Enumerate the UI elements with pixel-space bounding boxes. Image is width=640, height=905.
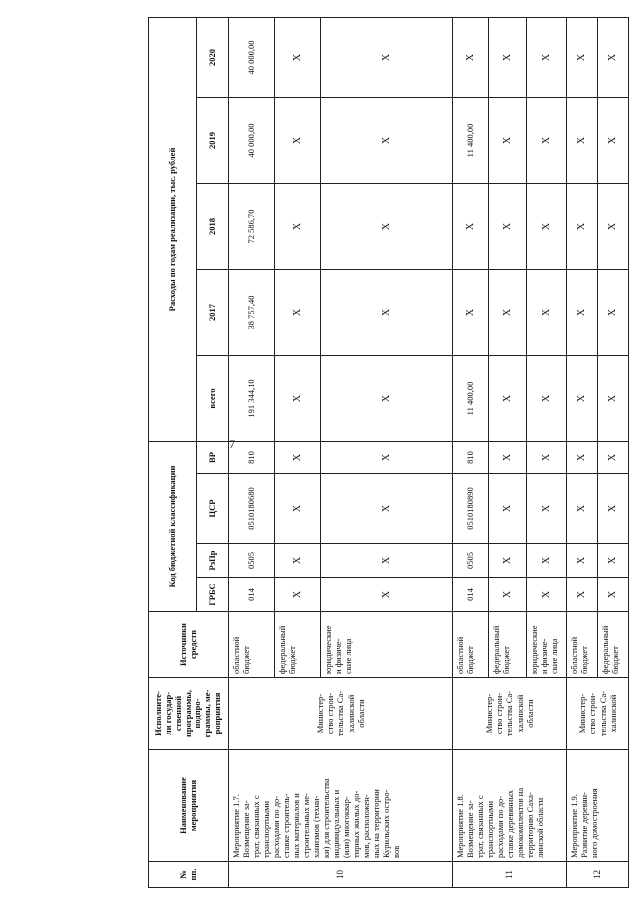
header-total: всего [197, 356, 229, 442]
total-cell: X [321, 356, 453, 442]
csr-cell: 0510180680 [229, 474, 275, 544]
header-vr: ВР [197, 442, 229, 474]
y2017-cell: X [567, 270, 598, 356]
executor-cell: Министер- ство строи- тельства Са- халинской области [453, 678, 567, 750]
csr-cell: X [275, 474, 321, 544]
y2019-cell: 40 000,00 [229, 98, 275, 184]
y2017-cell: X [453, 270, 489, 356]
vr-cell: X [527, 442, 567, 474]
source-cell: юридические и физиче- ские лица [527, 612, 567, 678]
y2019-cell: X [489, 98, 527, 184]
source-cell: федеральный бюджет [489, 612, 527, 678]
total-cell: X [489, 356, 527, 442]
y2019-cell: X [567, 98, 598, 184]
rzpr-cell: X [567, 544, 598, 578]
header-name: Наименование мероприятия [149, 750, 229, 862]
y2018-cell: X [453, 184, 489, 270]
csr-cell: X [567, 474, 598, 544]
rzpr-cell: X [598, 544, 629, 578]
total-cell: 11 400,00 [453, 356, 489, 442]
y2018-cell: X [489, 184, 527, 270]
y2020-cell: 40 000,00 [229, 17, 275, 97]
y2018-cell: 72 586,70 [229, 184, 275, 270]
y2020-cell: X [527, 17, 567, 97]
table-row [567, 17, 598, 887]
y2020-cell: X [567, 17, 598, 97]
grbs-cell: X [321, 578, 453, 612]
y2018-cell: X [275, 184, 321, 270]
csr-cell: X [598, 474, 629, 544]
csr-cell: X [489, 474, 527, 544]
y2018-cell: X [321, 184, 453, 270]
source-cell: юридические и физиче- ские лица [321, 612, 453, 678]
header-kbk: Код бюджетной классификации [149, 442, 197, 612]
budget-table [148, 17, 629, 888]
y2017-cell: X [598, 270, 629, 356]
measure-name: Мероприятие 1.8. Возмещение за- трат, связанных с транспортными расходами по до- ставке деревянных домокомплектов на территорию Саха- линской области [453, 750, 567, 862]
rzpr-cell: X [321, 544, 453, 578]
vr-cell: X [567, 442, 598, 474]
total-cell: X [275, 356, 321, 442]
header-2017: 2017 [197, 270, 229, 356]
row-number: 11 [453, 862, 567, 888]
source-cell: федеральный бюджет [598, 612, 629, 678]
header-2019: 2019 [197, 98, 229, 184]
rzpr-cell: X [275, 544, 321, 578]
table-row [453, 17, 489, 887]
header-executor: Исполните- ли государ- ственной программы, подпро- граммы, ме- роприятия [149, 678, 229, 750]
executor-cell: Министер- ство строи- тельства Са- халинской [567, 678, 629, 750]
y2017-cell: X [275, 270, 321, 356]
grbs-cell: X [275, 578, 321, 612]
grbs-cell: X [567, 578, 598, 612]
measure-name: Мероприятие 1.7. Возмещение за- трат, связанных с транспортными расходами по до- ставке строитель- ных материалов и строительных ме- ханизмов (техни- ки) для строительства индивидуальных и (или) многоквар- тирных жилых до- мов, расположен- ных на территории Курильских остро- вов [229, 750, 453, 862]
y2020-cell: X [321, 17, 453, 97]
y2017-cell: X [321, 270, 453, 356]
y2018-cell: X [598, 184, 629, 270]
y2017-cell: 38 757,40 [229, 270, 275, 356]
rotated-table-wrapper [148, 18, 628, 888]
vr-cell: X [489, 442, 527, 474]
y2020-cell: X [275, 17, 321, 97]
measure-name: Мероприятие 1.9. Развитие деревян- ного домостроения [567, 750, 629, 862]
total-cell: 191 344,10 [229, 356, 275, 442]
rzpr-cell: X [489, 544, 527, 578]
y2018-cell: X [567, 184, 598, 270]
header-rzpr: РзПр [197, 544, 229, 578]
total-cell: X [567, 356, 598, 442]
table-row [229, 17, 275, 887]
y2020-cell: X [453, 17, 489, 97]
vr-cell: X [598, 442, 629, 474]
header-num: № пп. [149, 862, 229, 888]
row-number: 12 [567, 862, 629, 888]
y2019-cell: X [275, 98, 321, 184]
y2019-cell: X [527, 98, 567, 184]
grbs-cell: X [489, 578, 527, 612]
y2019-cell: 11 400,00 [453, 98, 489, 184]
header-grbs: ГРБС [197, 578, 229, 612]
csr-cell: X [527, 474, 567, 544]
rzpr-cell: 0505 [229, 544, 275, 578]
source-cell: областной бюджет [453, 612, 489, 678]
header-2018: 2018 [197, 184, 229, 270]
rzpr-cell: X [527, 544, 567, 578]
y2019-cell: X [321, 98, 453, 184]
source-cell: областной бюджет [567, 612, 598, 678]
csr-cell: 0510180890 [453, 474, 489, 544]
executor-cell: Министер- ство строи- тельства Са- халинской области [229, 678, 453, 750]
row-number: 10 [229, 862, 453, 888]
csr-cell: X [321, 474, 453, 544]
source-cell: областной бюджет [229, 612, 275, 678]
vr-cell: X [321, 442, 453, 474]
y2020-cell: X [489, 17, 527, 97]
y2017-cell: X [489, 270, 527, 356]
grbs-cell: X [598, 578, 629, 612]
page-number: 7 [229, 437, 235, 451]
grbs-cell: 014 [453, 578, 489, 612]
y2019-cell: X [598, 98, 629, 184]
y2017-cell: X [527, 270, 567, 356]
rzpr-cell: 0505 [453, 544, 489, 578]
header-2020: 2020 [197, 17, 229, 97]
source-cell: федеральный бюджет [275, 612, 321, 678]
header-source: Источники средств [149, 612, 229, 678]
grbs-cell: X [527, 578, 567, 612]
y2018-cell: X [527, 184, 567, 270]
header-expenses: Расходы по годам реализации, тыс. рублей [149, 17, 197, 441]
y2020-cell: X [598, 17, 629, 97]
total-cell: X [527, 356, 567, 442]
vr-cell: 810 [229, 442, 275, 474]
total-cell: X [598, 356, 629, 442]
vr-cell: X [275, 442, 321, 474]
grbs-cell: 014 [229, 578, 275, 612]
header-csr: ЦСР [197, 474, 229, 544]
vr-cell: 810 [453, 442, 489, 474]
